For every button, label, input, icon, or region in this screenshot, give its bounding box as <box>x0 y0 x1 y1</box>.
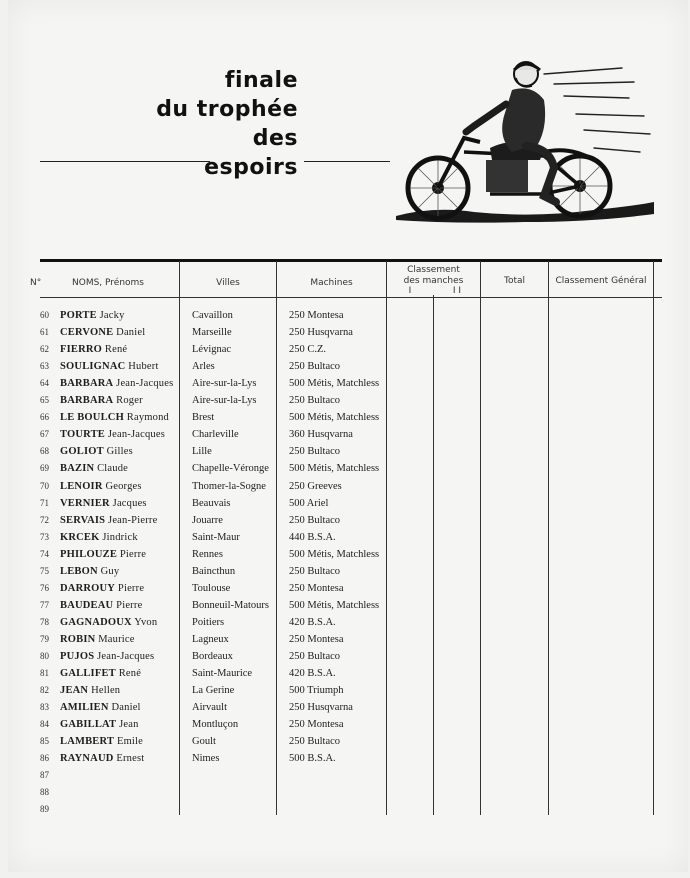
entrant-surname: GABILLAT <box>60 719 117 731</box>
entrant-machine: 440 B.S.A. <box>289 531 336 543</box>
entrant-name <box>60 750 210 767</box>
title-line-4: espoirs <box>204 155 298 180</box>
header-manche-1: I <box>408 286 412 296</box>
table-row <box>40 665 660 682</box>
entrant-surname: PHILOUZE <box>60 548 118 560</box>
entrant-machine: 360 Husqvarna <box>289 429 353 441</box>
entrant-number: 85 <box>40 736 49 747</box>
entrant-machine: 250 Bultaco <box>289 446 341 458</box>
table-row <box>40 716 660 733</box>
entrant-surname: LENOIR <box>60 480 103 492</box>
entrant-machine: 250 Bultaco <box>289 361 341 373</box>
page-title <box>108 66 298 182</box>
table-row <box>40 375 660 392</box>
entrant-name <box>60 409 210 426</box>
entrant-first-name: Pierre <box>117 582 145 594</box>
entrant-surname: PORTE <box>60 310 97 321</box>
header-machines: Machines <box>310 278 353 288</box>
entrant-surname: FIERRO <box>60 344 103 356</box>
entrant-town: Goult <box>192 736 216 748</box>
entrant-number: 82 <box>40 685 49 696</box>
entrant-machine: 250 Montesa <box>289 310 344 321</box>
entrant-first-name: Daniel <box>111 702 141 714</box>
entrant-town: Saint-Maurice <box>192 668 253 680</box>
table-row <box>40 614 660 631</box>
entrant-number: 75 <box>40 565 49 576</box>
table-row <box>40 597 660 614</box>
entrant-number: 76 <box>40 582 49 593</box>
entrant-first-name: Roger <box>116 395 143 407</box>
entrant-number: 66 <box>40 412 49 423</box>
entrant-first-name: Jacques <box>112 497 147 509</box>
table-row <box>40 750 660 767</box>
entrant-number: 89 <box>40 804 49 815</box>
entrant-town: Thomer-la-Sogne <box>192 480 266 492</box>
table-row <box>40 563 660 580</box>
entrant-number: 73 <box>40 531 49 542</box>
entrant-name <box>60 631 210 648</box>
entrant-surname: KRCEK <box>60 531 100 543</box>
entrant-name <box>60 512 210 529</box>
entrant-first-name: Jean-Jacques <box>107 429 166 441</box>
entrant-number: 80 <box>40 651 49 661</box>
table-row <box>40 733 660 750</box>
entrant-first-name: Jean <box>119 719 139 731</box>
entrant-town: Lévignac <box>192 344 232 356</box>
entrant-town: Jouarre <box>192 514 223 526</box>
entrant-first-name: Georges <box>105 480 142 492</box>
entrant-town: Aire-sur-la-Lys <box>192 378 257 390</box>
entrant-number: 79 <box>40 633 49 644</box>
entrant-town: Rennes <box>192 548 223 560</box>
entrant-town: Baincthun <box>192 565 236 577</box>
header-num: N° <box>30 278 42 288</box>
entrant-first-name: Pierre <box>119 548 147 560</box>
title-line-2: du trophée <box>156 97 298 122</box>
entrant-name <box>60 375 210 392</box>
entrant-machine: 500 B.S.A. <box>289 753 336 765</box>
entrant-number: 63 <box>40 361 49 372</box>
entrant-first-name: Claude <box>97 463 129 475</box>
entrant-machine: 250 Bultaco <box>289 651 341 662</box>
header-manche-2: I I <box>452 286 462 296</box>
entrant-name <box>60 460 210 477</box>
entrant-town: Beauvais <box>192 497 231 509</box>
entrant-town: Toulouse <box>192 582 231 594</box>
title-line-1: finale <box>224 68 298 93</box>
entrant-town: Arles <box>192 361 215 373</box>
entrant-name <box>60 733 210 750</box>
entrant-machine: 500 Métis, Matchless <box>289 378 380 390</box>
entrant-number: 62 <box>40 344 49 355</box>
entrant-number: 70 <box>40 480 49 491</box>
table-row <box>40 648 660 665</box>
table-row <box>40 699 660 716</box>
table-row <box>40 307 660 324</box>
entrant-first-name: Yvon <box>134 616 158 628</box>
entrant-number: 88 <box>40 787 49 798</box>
entrant-number: 71 <box>40 497 49 508</box>
table-top-rule <box>40 259 662 262</box>
entrant-number: 87 <box>40 770 49 781</box>
entrant-machine: 250 Montesa <box>289 633 344 645</box>
entrant-number: 83 <box>40 702 49 713</box>
entrant-machine: 250 Bultaco <box>289 395 341 407</box>
entrant-name <box>60 563 210 580</box>
entrant-surname: GALLIFET <box>60 668 116 680</box>
entrant-town: Bonneuil-Matours <box>192 599 269 611</box>
entrant-machine: 250 C.Z. <box>289 344 327 356</box>
table-row <box>40 495 660 512</box>
entrant-machine: 250 Greeves <box>289 480 342 492</box>
entrant-machine: 250 Bultaco <box>289 736 341 748</box>
table-row <box>40 801 660 818</box>
entrant-surname: PUJOS <box>60 651 95 662</box>
table-row <box>40 529 660 546</box>
entrant-surname: BARBARA <box>60 395 114 407</box>
entrant-name <box>60 682 210 699</box>
entrant-town: La Gerine <box>192 685 235 697</box>
entrant-surname: SOULIGNAC <box>60 361 126 373</box>
entrant-number: 64 <box>40 378 49 389</box>
entrant-first-name: Jean-Jacques <box>97 651 155 662</box>
table-row <box>40 784 660 801</box>
table-row <box>40 546 660 563</box>
entrant-name <box>60 716 210 733</box>
entrant-first-name: Jindrick <box>102 531 138 543</box>
entrant-first-name: Maurice <box>98 633 135 645</box>
entrant-surname: GAGNADOUX <box>60 616 132 628</box>
table-row <box>40 460 660 477</box>
entrant-number: 84 <box>40 719 49 730</box>
entrant-machine: 500 Ariel <box>289 497 329 509</box>
entrant-machine: 250 Montesa <box>289 719 344 731</box>
entrant-surname: SERVAIS <box>60 514 106 526</box>
entrant-number: 60 <box>40 310 49 320</box>
table-row <box>40 443 660 460</box>
table-row <box>40 767 660 784</box>
title-rule-right <box>304 161 390 162</box>
title-rule-left <box>40 161 210 162</box>
header-towns: Villes <box>216 278 240 288</box>
entrant-name <box>60 665 210 682</box>
entrant-number: 67 <box>40 429 49 440</box>
entrant-machine: 250 Bultaco <box>289 565 341 577</box>
entrant-town: Lille <box>192 446 212 458</box>
entrant-name <box>60 426 210 443</box>
table-row <box>40 341 660 358</box>
entrant-name <box>60 614 210 631</box>
entrant-first-name: René <box>118 668 142 680</box>
entrant-town: Chapelle-Véronge <box>192 463 269 475</box>
entrant-name <box>60 478 210 495</box>
entrant-surname: BARBARA <box>60 378 114 390</box>
entrant-surname: AMILIEN <box>60 702 109 714</box>
entrant-name <box>60 324 210 341</box>
entrant-surname: BAZIN <box>60 463 95 475</box>
entrant-town: Bordeaux <box>192 651 233 662</box>
entrant-town: Charleville <box>192 429 239 441</box>
entrant-first-name: Emile <box>116 736 144 748</box>
entrant-machine: 500 Métis, Matchless <box>289 463 380 475</box>
entrant-first-name: Jean-Jacques <box>116 378 174 390</box>
entrant-first-name: Daniel <box>116 327 146 339</box>
entrant-machine: 250 Husqvarna <box>289 702 353 714</box>
table-row <box>40 478 660 495</box>
entrant-number: 74 <box>40 548 49 559</box>
entrant-number: 61 <box>40 327 49 338</box>
table-row <box>40 682 660 699</box>
entrant-number: 65 <box>40 395 49 406</box>
entrant-first-name: Hubert <box>128 361 159 373</box>
entrant-name <box>60 392 210 409</box>
header-des-manches: des manches <box>403 276 464 286</box>
table-row <box>40 358 660 375</box>
entrant-number: 86 <box>40 753 49 764</box>
entrant-surname: VERNIER <box>60 497 110 509</box>
entrant-first-name: Jacky <box>99 310 125 321</box>
table-row <box>40 324 660 341</box>
entrant-surname: ROBIN <box>60 633 96 645</box>
entrant-surname: RAYNAUD <box>60 753 114 765</box>
entrant-machine: 250 Bultaco <box>289 514 341 526</box>
entrant-name <box>60 495 210 512</box>
entrant-surname: GOLIOT <box>60 446 104 458</box>
entrant-number: 69 <box>40 463 49 474</box>
entrant-name <box>60 580 210 597</box>
entrant-first-name: Gilles <box>106 446 133 458</box>
entrant-machine: 500 Triumph <box>289 685 344 697</box>
header-names: NOMS, Prénoms <box>72 278 144 288</box>
entrant-machine: 500 Métis, Matchless <box>289 412 380 424</box>
entrant-surname: LE BOULCH <box>60 412 124 424</box>
entrant-first-name: Raymond <box>126 412 170 424</box>
header-general: Classement Général <box>555 276 647 286</box>
entrant-town: Lagneux <box>192 633 229 645</box>
entrant-surname: CERVONE <box>60 327 114 339</box>
table-row <box>40 426 660 443</box>
entrant-town: Brest <box>192 412 215 424</box>
entrant-town: Marseille <box>192 327 232 339</box>
table-row <box>40 392 660 409</box>
entrant-first-name: Jean-Pierre <box>108 514 158 526</box>
entrant-number: 72 <box>40 514 49 525</box>
entrant-machine: 500 Métis, Matchless <box>289 548 380 560</box>
entrant-number: 78 <box>40 616 49 627</box>
table-header-rule <box>40 297 662 298</box>
entrant-name <box>60 443 210 460</box>
header-total: Total <box>503 276 526 286</box>
entrant-name <box>60 597 210 614</box>
entrant-name <box>60 699 210 716</box>
table-row <box>40 409 660 426</box>
entrant-machine: 250 Montesa <box>289 582 344 594</box>
entrant-town: Montluçon <box>192 719 239 731</box>
entrant-first-name: Guy <box>100 565 120 577</box>
entrant-machine: 420 B.S.A. <box>289 668 336 680</box>
entrant-town: Poitiers <box>192 616 225 628</box>
entrant-town: Aire-sur-la-Lys <box>192 395 257 407</box>
entrant-town: Airvault <box>192 702 227 714</box>
entrant-surname: TOURTE <box>60 429 105 441</box>
entrant-machine: 420 B.S.A. <box>289 616 336 628</box>
title-line-3: des <box>252 126 298 151</box>
entrant-surname: JEAN <box>60 685 89 697</box>
motorcycle-rider-illustration <box>394 56 656 228</box>
entrant-first-name: René <box>104 344 128 356</box>
entrant-name <box>60 648 210 665</box>
entrant-name <box>60 341 210 358</box>
entrant-number: 81 <box>40 668 49 679</box>
entrant-surname: LAMBERT <box>60 736 115 748</box>
table-row <box>40 580 660 597</box>
entrant-surname: LEBON <box>60 565 98 577</box>
entrant-first-name: Hellen <box>91 685 121 697</box>
entrant-surname: BAUDEAU <box>60 599 114 611</box>
entrant-machine: 250 Husqvarna <box>289 327 353 339</box>
entrant-name <box>60 546 210 563</box>
table-row <box>40 631 660 648</box>
entrant-town: Cavaillon <box>192 310 233 321</box>
entrant-surname: DARROUY <box>60 582 116 594</box>
entrant-number: 77 <box>40 599 49 610</box>
entrant-first-name: Ernest <box>116 753 145 765</box>
entrant-town: Nimes <box>192 753 220 765</box>
entrant-town: Saint-Maur <box>192 531 240 543</box>
program-page <box>8 0 688 872</box>
entrant-machine: 500 Métis, Matchless <box>289 599 380 611</box>
entrant-first-name: Pierre <box>116 599 143 611</box>
entrant-name <box>60 529 210 546</box>
entrant-number: 68 <box>40 446 49 457</box>
entrant-name <box>60 307 210 324</box>
header-classement: Classement <box>407 265 460 275</box>
entrant-name <box>60 358 210 375</box>
table-row <box>40 512 660 529</box>
